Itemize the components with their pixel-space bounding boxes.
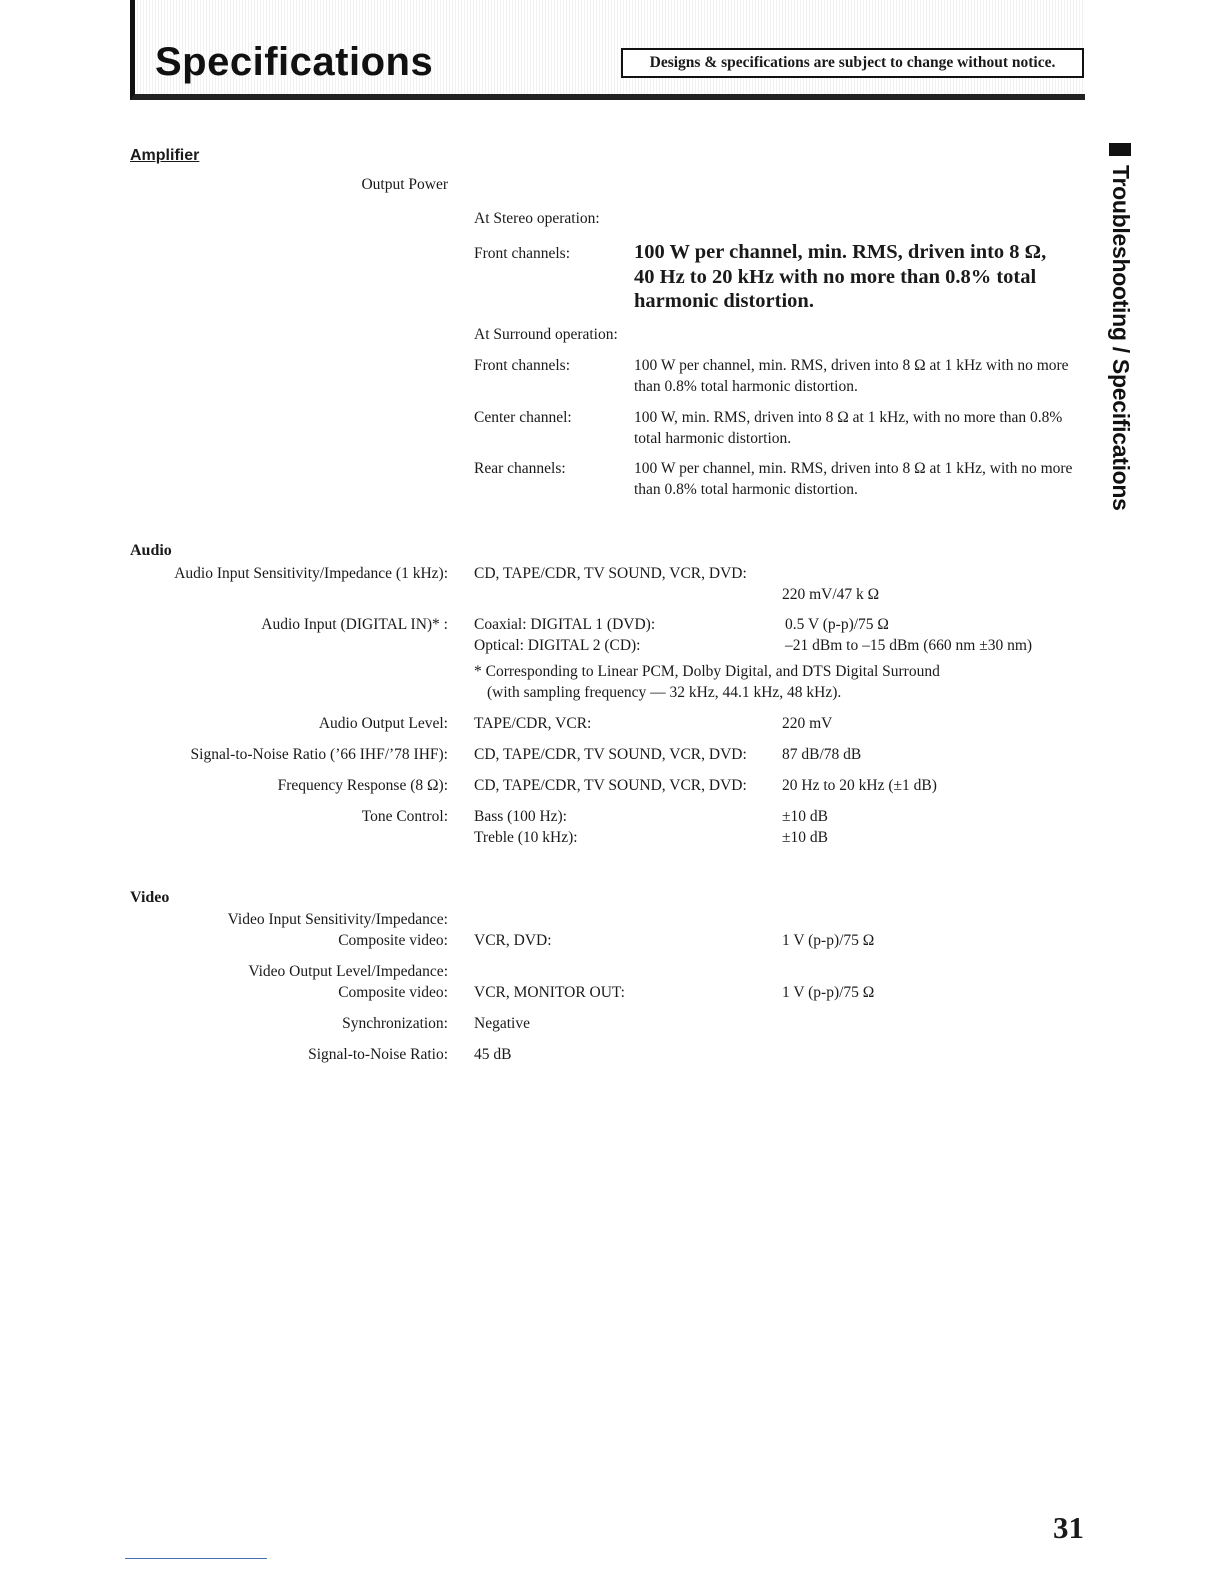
optical-label: Optical: DIGITAL 2 (CD): — [474, 637, 641, 654]
audio-input-sensitivity-label: Audio Input Sensitivity/Impedance (1 kHz): — [174, 565, 448, 582]
video-heading: Video — [130, 889, 170, 906]
output-power-label: Output Power — [361, 176, 448, 193]
audio-output-level-value: 220 mV — [782, 715, 833, 732]
surround-front-label: Front channels: — [474, 357, 570, 374]
page-title: Specifications — [155, 40, 434, 84]
video-input-composite-label: Composite video: — [338, 932, 448, 949]
change-notice-box: Designs & specifications are subject to change without notice. — [621, 48, 1084, 78]
video-input-sources: VCR, DVD: — [474, 932, 552, 949]
surround-operation-label: At Surround operation: — [474, 326, 618, 343]
audio-output-level-sources: TAPE/CDR, VCR: — [474, 715, 592, 732]
coaxial-value: 0.5 V (p-p)/75 Ω — [785, 616, 889, 633]
surround-front-value: 100 W per channel, min. RMS, driven into 8 Ω at 1 kHz with no more than 0.8% total harmonic distortion. — [634, 357, 1069, 395]
stereo-front-value: 100 W per channel, min. RMS, driven into 8 Ω, 40 Hz to 20 kHz with no more than 0.8% total harmonic distortion. — [634, 241, 1047, 312]
video-output-label: Video Output Level/Impedance: — [248, 963, 448, 980]
frequency-response-value: 20 Hz to 20 kHz (±1 dB) — [782, 777, 937, 794]
side-tab-label: Troubleshooting / Specifications — [1108, 165, 1134, 511]
digital-in-label: Audio Input (DIGITAL IN)* : — [261, 616, 448, 633]
video-output-composite-label: Composite video: — [338, 984, 448, 1001]
side-tab-marker — [1109, 143, 1131, 156]
frequency-response-label: Frequency Response (8 Ω): — [277, 777, 448, 794]
digital-footnote-line2: (with sampling frequency — 32 kHz, 44.1 kHz, 48 kHz). — [487, 684, 842, 701]
center-channel-label: Center channel: — [474, 409, 572, 426]
rear-channels-value: 100 W per channel, min. RMS, driven into 8 Ω at 1 kHz, with no more than 0.8% total harmonic distortion. — [634, 460, 1073, 498]
frequency-response-sources: CD, TAPE/CDR, TV SOUND, VCR, DVD: — [474, 777, 747, 794]
audio-snr-value: 87 dB/78 dB — [782, 746, 862, 763]
video-snr-label: Signal-to-Noise Ratio: — [308, 1046, 448, 1063]
amplifier-heading: Amplifier — [130, 147, 200, 164]
treble-label: Treble (10 kHz): — [474, 829, 578, 846]
synchronization-label: Synchronization: — [342, 1015, 448, 1032]
stereo-front-label: Front channels: — [474, 245, 570, 262]
coaxial-label: Coaxial: DIGITAL 1 (DVD): — [474, 616, 656, 633]
bass-label: Bass (100 Hz): — [474, 808, 567, 825]
stereo-operation-label: At Stereo operation: — [474, 210, 600, 227]
video-input-label: Video Input Sensitivity/Impedance: — [227, 911, 448, 928]
rear-channels-label: Rear channels: — [474, 460, 566, 477]
synchronization-value: Negative — [474, 1015, 530, 1032]
audio-input-sensitivity-value: 220 mV/47 k Ω — [782, 586, 880, 603]
video-output-sources: VCR, MONITOR OUT: — [474, 984, 625, 1001]
page-number: 31 — [1053, 1510, 1084, 1545]
center-channel-value: 100 W, min. RMS, driven into 8 Ω at 1 kHz, with no more than 0.8% total harmonic distortion. — [634, 409, 1063, 447]
audio-snr-sources: CD, TAPE/CDR, TV SOUND, VCR, DVD: — [474, 746, 747, 763]
video-output-value: 1 V (p-p)/75 Ω — [782, 984, 875, 1001]
optical-value: –21 dBm to –15 dBm (660 nm ±30 nm) — [785, 637, 1033, 654]
bass-value: ±10 dB — [782, 808, 828, 825]
audio-output-level-label: Audio Output Level: — [318, 715, 448, 732]
video-snr-value: 45 dB — [474, 1046, 512, 1063]
digital-footnote-line1: * Corresponding to Linear PCM, Dolby Digital, and DTS Digital Surround — [474, 663, 940, 680]
audio-heading: Audio — [130, 542, 172, 559]
tone-control-label: Tone Control: — [361, 808, 448, 825]
video-input-value: 1 V (p-p)/75 Ω — [782, 932, 875, 949]
treble-value: ±10 dB — [782, 829, 828, 846]
audio-input-sources: CD, TAPE/CDR, TV SOUND, VCR, DVD: — [474, 565, 747, 582]
footer-rule — [125, 1558, 267, 1559]
audio-snr-label: Signal-to-Noise Ratio (’66 IHF/’78 IHF): — [190, 746, 448, 763]
